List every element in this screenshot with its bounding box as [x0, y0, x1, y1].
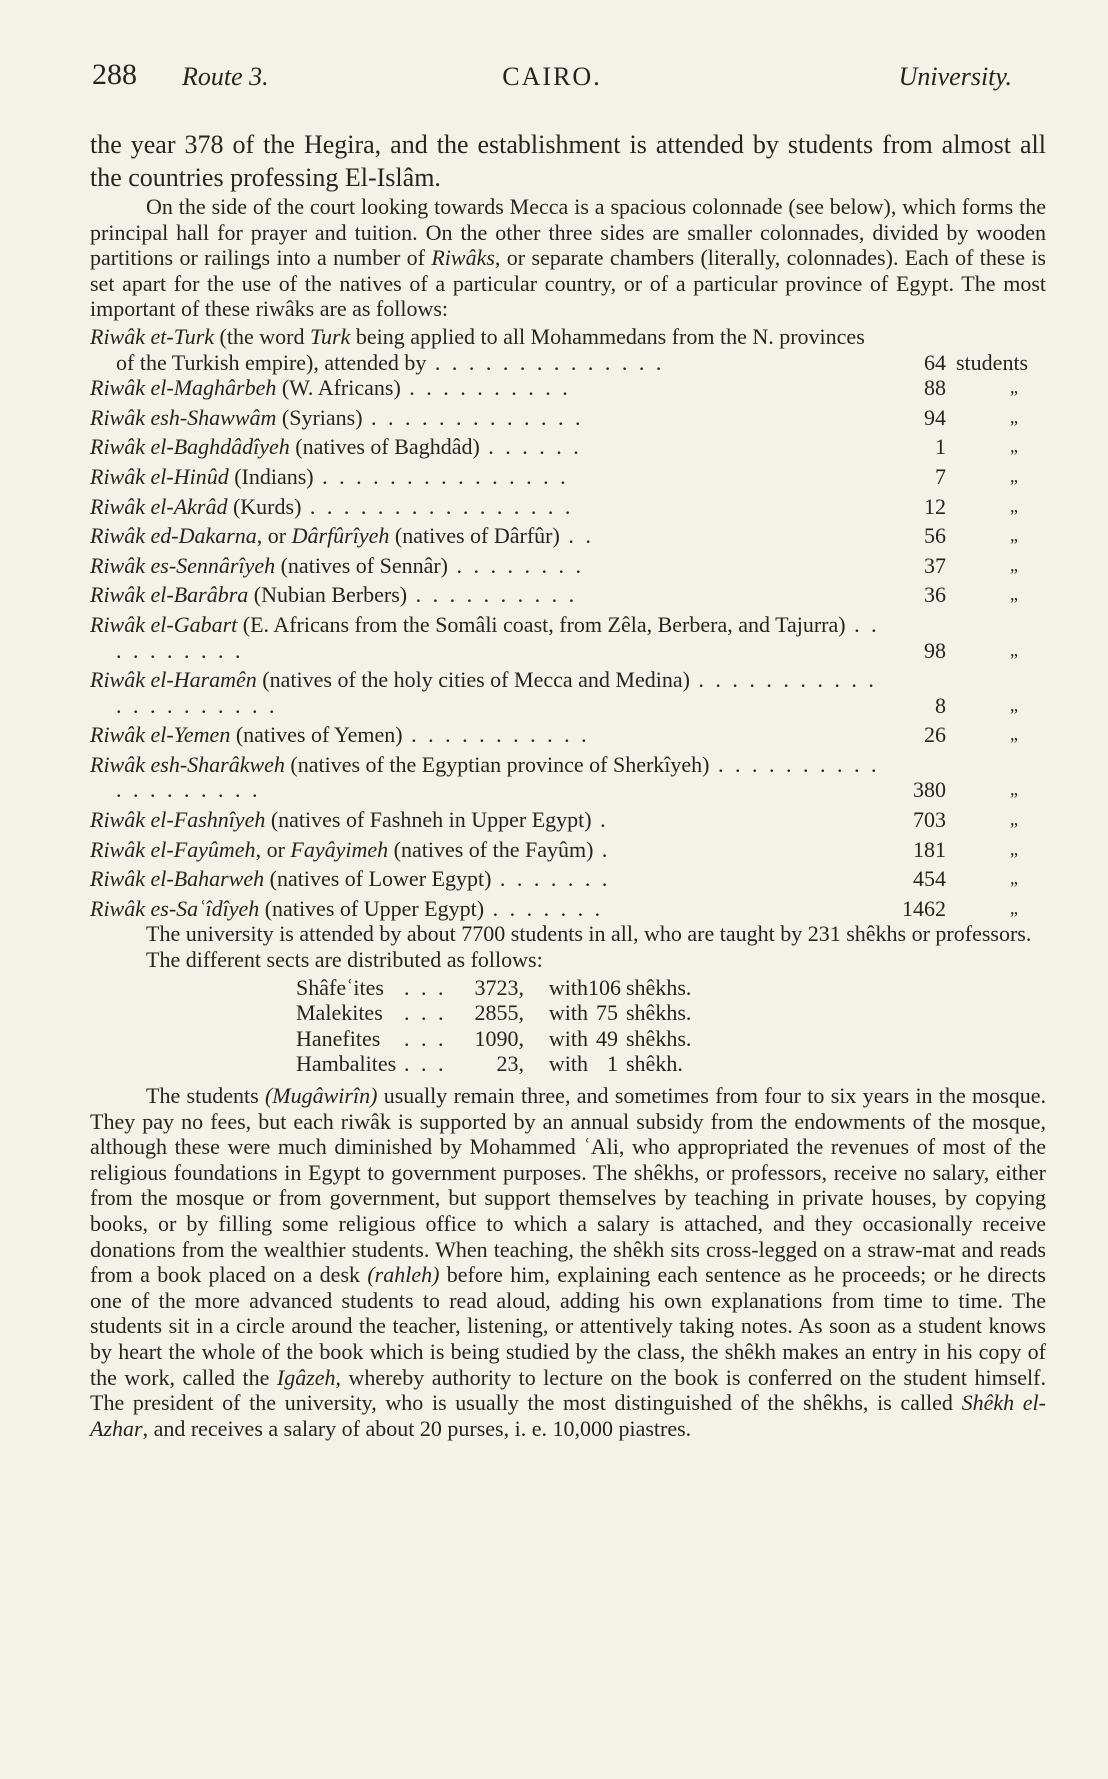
ditto-mark: „: [1010, 809, 1018, 830]
riwak-row: [90, 837, 1046, 863]
sect-unit: shêkhs.: [626, 974, 692, 1000]
riwak-desc: (W. Africans): [276, 375, 401, 401]
leader-dots: . . . . . . . . . . . . . .: [426, 349, 665, 375]
leader-dots: .: [593, 836, 611, 862]
text-run: before him, explaining each sentence as he proceeds; or he directs one of the more advanced students to read aloud, adding his own explanations from time to time. The students sit in a circle around the teacher, listening, or attentively taking notes. As soon as a student knows by heart the whole of the book which is being studied by the class, the shêkh makes an entry in his copy of the work, called the: [90, 1262, 1046, 1390]
riwak-name: Riwâk esh-Sharâkweh: [90, 751, 285, 777]
leader-dots: . . . . . . .: [491, 866, 611, 892]
ditto-mark: „: [1010, 495, 1018, 516]
ditto-mark: „: [1010, 436, 1018, 457]
leader-dots: . . .: [404, 1025, 447, 1051]
leader-dots: .: [591, 807, 609, 833]
riwak-count: 64: [924, 349, 946, 375]
riwak-row: [90, 523, 1046, 549]
riwak-count: 88: [924, 375, 946, 401]
riwak-desc: (natives of Lower Egypt): [264, 866, 492, 892]
leader-dots: . . . . . . .: [484, 895, 604, 921]
italic-term: Igâzeh: [276, 1364, 336, 1390]
riwak-desc: , or: [256, 523, 292, 549]
riwak-row: [90, 582, 1046, 608]
riwak-desc: (Kurds): [227, 493, 302, 519]
riwak-count: 8: [935, 692, 946, 718]
ditto-mark: „: [1010, 897, 1018, 918]
page-number: 288: [92, 58, 137, 91]
riwak-row: [90, 324, 1046, 375]
sect-with: with: [548, 974, 588, 1000]
riwak-desc-italic: Fayâyimeh: [290, 836, 389, 862]
sect-students: 3723,: [474, 974, 524, 1000]
riwak-row: [90, 494, 1046, 520]
riwak-count: 37: [924, 552, 946, 578]
sect-unit: shêkhs.: [626, 1000, 692, 1026]
riwak-row: [90, 405, 1046, 431]
riwak-name: Riwâk es-Saʿîdîyeh: [90, 895, 260, 921]
route-label: Route 3.: [182, 62, 269, 91]
riwak-name: Riwâk el-Haramên: [90, 667, 257, 693]
sect-students: 23,: [496, 1051, 524, 1077]
text-run: , whereby authority to lecture on the book is conferred on the student himself. The president of the university, who is usually the most distinguished of the shêkhs, is called: [90, 1364, 1046, 1416]
text-run: On the side of the court looking towards Mecca is a spacious colonnade (see below), which forms the principal hall for prayer and tuition. On the other three sides are smaller colonnades, divided by wooden partitions or railings into a number of: [90, 194, 1046, 271]
sect-name: Hanefites: [296, 1025, 381, 1051]
sect-with: with: [548, 1025, 588, 1051]
riwak-row: [90, 896, 1046, 922]
riwak-name: Riwâk el-Baghdâdîyeh: [90, 434, 290, 460]
riwak-row: [90, 807, 1046, 833]
ditto-mark: „: [1010, 694, 1018, 715]
riwak-count: 181: [913, 836, 946, 862]
riwak-desc: (Syrians): [276, 404, 363, 430]
ditto-mark: „: [1010, 406, 1018, 427]
riwak-name: Riwâk el-Yemen: [90, 722, 231, 748]
leader-dots: . . .: [404, 1051, 447, 1077]
riwak-count: 98: [924, 637, 946, 663]
sect-students: 2855,: [474, 1000, 524, 1026]
leader-dots: . . . . . .: [479, 434, 582, 460]
riwak-name: Riwâk el-Fashnîyeh: [90, 807, 266, 833]
sect-with: with: [548, 1051, 588, 1077]
riwak-count: 1: [935, 434, 946, 460]
italic-term: (Mugâwirîn): [264, 1083, 378, 1108]
leader-dots: . . . . . . . . . . .: [402, 722, 590, 748]
riwak-count: 703: [913, 807, 946, 833]
riwak-desc: (the word: [214, 323, 310, 349]
sect-row: [296, 1000, 1046, 1026]
ditto-mark: „: [1010, 639, 1018, 660]
riwak-desc: (natives of Yemen): [230, 722, 403, 748]
riwak-name: Riwâk es-Sennârîyeh: [90, 552, 276, 578]
riwak-name: Riwâk el-Maghârbeh: [90, 375, 277, 401]
riwak-name: Riwâk el-Baharweh: [90, 866, 265, 892]
sect-unit: shêkh.: [626, 1051, 683, 1077]
sect-shekhs: 75: [596, 1000, 618, 1026]
ditto-mark: „: [1010, 779, 1018, 800]
riwak-list: [90, 324, 1046, 921]
italic-term: Shêkh el-Azhar: [90, 1390, 1046, 1441]
sects-table: [296, 975, 1046, 1077]
riwak-count: 12: [924, 493, 946, 519]
riwak-desc-italic: Dârfûrîyeh: [291, 523, 390, 549]
ditto-mark: „: [1010, 838, 1018, 859]
riwak-count: 454: [913, 866, 946, 892]
riwak-row: [90, 752, 1046, 803]
leader-dots: . . . . . . . . . . . . . . . . . . .: [116, 751, 880, 803]
sect-with: with: [548, 1000, 588, 1026]
sect-shekhs: 1: [607, 1051, 618, 1077]
riwak-desc: , or: [255, 836, 291, 862]
italic-term: Riwâks: [431, 245, 495, 271]
riwak-unit: students: [956, 349, 1029, 375]
riwak-name: Riwâk el-Fayûmeh: [90, 836, 256, 862]
text-run: usually remain three, and sometimes from four to six years in the mosque. They pay no fees, but each riwâk is supported by an annual subsidy from the endowments of the mosque, although these were much diminished by Mohammed ʿAli, who appropriated the revenues of most of the religious foundations in Egypt to government purposes. The shêkhs, or professors, receive no salary, either from the mosque or from government, but support themselves by teaching in private houses, by copying books, or by filling some religious office to which a salary is attached, and they occasionally receive donations from the wealthier students. When teaching, the shêkh sits cross-legged on a straw-mat and reads from a book placed on a desk: [90, 1083, 1046, 1288]
sect-name: Shâfeʿites: [296, 974, 384, 1000]
summary-paragraph: The university is attended by about 7700 students in all, who are taught by 231 shêkhs or professors.: [146, 921, 1032, 947]
riwak-desc: (natives of Upper Egypt): [259, 895, 485, 921]
sects-intro: The different sects are distributed as follows:: [146, 947, 543, 973]
intro-paragraph: the year 378 of the Hegira, and the establishment is attended by students from almost all the countries professing El-Islâm.: [90, 130, 1046, 192]
riwak-desc: (Nubian Berbers): [248, 582, 408, 608]
sect-name: Hambalites: [296, 1051, 397, 1077]
leader-dots: . . . . . . . . . . . . . . .: [313, 463, 569, 489]
riwak-count: 26: [924, 722, 946, 748]
sect-shekhs: 106: [588, 974, 621, 1000]
text-run: , or separate chambers (literally, colonnades). Each of these is set apart for the use of the natives of a particular country, or of a particular province of Egypt. The most important of these riwâks are as follows:: [90, 245, 1046, 322]
riwak-desc: (natives of the holy cities of Mecca and Medina): [256, 667, 690, 693]
riwak-row: [90, 866, 1046, 892]
ditto-mark: „: [1010, 724, 1018, 745]
riwak-row: [90, 434, 1046, 460]
section-label: University.: [898, 62, 1012, 91]
riwak-row: [90, 553, 1046, 579]
running-header: [92, 58, 1012, 98]
riwak-desc: (E. Africans from the Somâli coast, from Zêla, Berbera, and Tajurra): [237, 611, 846, 637]
riwaks-paragraph: [90, 194, 1046, 322]
riwak-desc: (natives of the Fayûm): [388, 836, 594, 862]
riwak-desc: (Indians): [228, 463, 314, 489]
sect-unit: shêkhs.: [626, 1025, 692, 1051]
ditto-mark: „: [1010, 554, 1018, 575]
riwak-desc: (natives of Sennâr): [275, 552, 448, 578]
riwak-desc: (natives of Baghdâd): [289, 434, 480, 460]
ditto-mark: „: [1010, 584, 1018, 605]
city-heading: CAIRO.: [502, 62, 602, 91]
leader-dots: . . . . . . . . . .: [116, 611, 880, 663]
riwak-name: Riwâk el-Barâbra: [90, 582, 249, 608]
riwak-row: [90, 464, 1046, 490]
riwak-desc: being applied to all Mohammedans from the N. provinces of the Turkish empire), attended by: [116, 323, 865, 375]
sect-shekhs: 49: [596, 1025, 618, 1051]
riwak-count: 1462: [902, 895, 946, 921]
leader-dots: . . . . . . . .: [448, 552, 584, 578]
leader-dots: . . . . . . . . . . . . . . . . . . . . .: [116, 667, 877, 718]
riwak-row: [90, 722, 1046, 748]
leader-dots: . . .: [404, 974, 447, 1000]
text-run: The students: [146, 1083, 265, 1108]
italic-term: (rahleh): [367, 1262, 440, 1288]
sect-name: Malekites: [296, 1000, 383, 1026]
sect-students: 1090,: [474, 1025, 524, 1051]
riwak-count: 7: [935, 463, 946, 489]
riwak-name: Riwâk el-Gabart: [90, 611, 238, 637]
riwak-name: Riwâk ed-Dakarna: [90, 523, 257, 549]
sect-row: [296, 1051, 1046, 1077]
riwak-row: [90, 375, 1046, 401]
sect-row: [296, 1026, 1046, 1052]
riwak-desc-italic: Turk: [309, 323, 351, 349]
riwak-row: [90, 612, 1046, 663]
students-paragraph: [90, 1083, 1046, 1441]
riwak-name: Riwâk el-Hinûd: [90, 463, 229, 489]
riwak-desc: (natives of Dârfûr): [389, 523, 560, 549]
ditto-mark: „: [1010, 465, 1018, 486]
riwak-name: Riwâk esh-Shawwâm: [90, 404, 277, 430]
leader-dots: . . .: [404, 1000, 447, 1026]
riwak-desc: (natives of the Egyptian province of Sherkîyeh): [284, 751, 710, 777]
riwak-count: 94: [924, 404, 946, 430]
riwak-desc: (natives of Fashneh in Upper Egypt): [265, 807, 592, 833]
text-run: , and receives a salary of about 20 purses, i. e. 10,000 piastres.: [142, 1415, 692, 1441]
ditto-mark: „: [1010, 377, 1018, 398]
leader-dots: . . . . . . . . . .: [400, 375, 571, 401]
riwak-row: [90, 667, 1046, 718]
sect-row: [296, 975, 1046, 1001]
riwak-name: Riwâk et-Turk: [90, 323, 215, 349]
leader-dots: . . . . . . . . . .: [407, 582, 578, 608]
page-body: [90, 128, 1046, 1441]
ditto-mark: „: [1010, 525, 1018, 546]
riwak-count: 56: [924, 523, 946, 549]
leader-dots: . . . . . . . . . . . . .: [362, 404, 584, 430]
leader-dots: . . . . . . . . . . . . . . . .: [301, 493, 574, 519]
riwak-name: Riwâk el-Akrâd: [90, 493, 228, 519]
riwak-count: 380: [913, 777, 946, 803]
ditto-mark: „: [1010, 868, 1018, 889]
leader-dots: . .: [559, 523, 594, 549]
riwak-count: 36: [924, 582, 946, 608]
